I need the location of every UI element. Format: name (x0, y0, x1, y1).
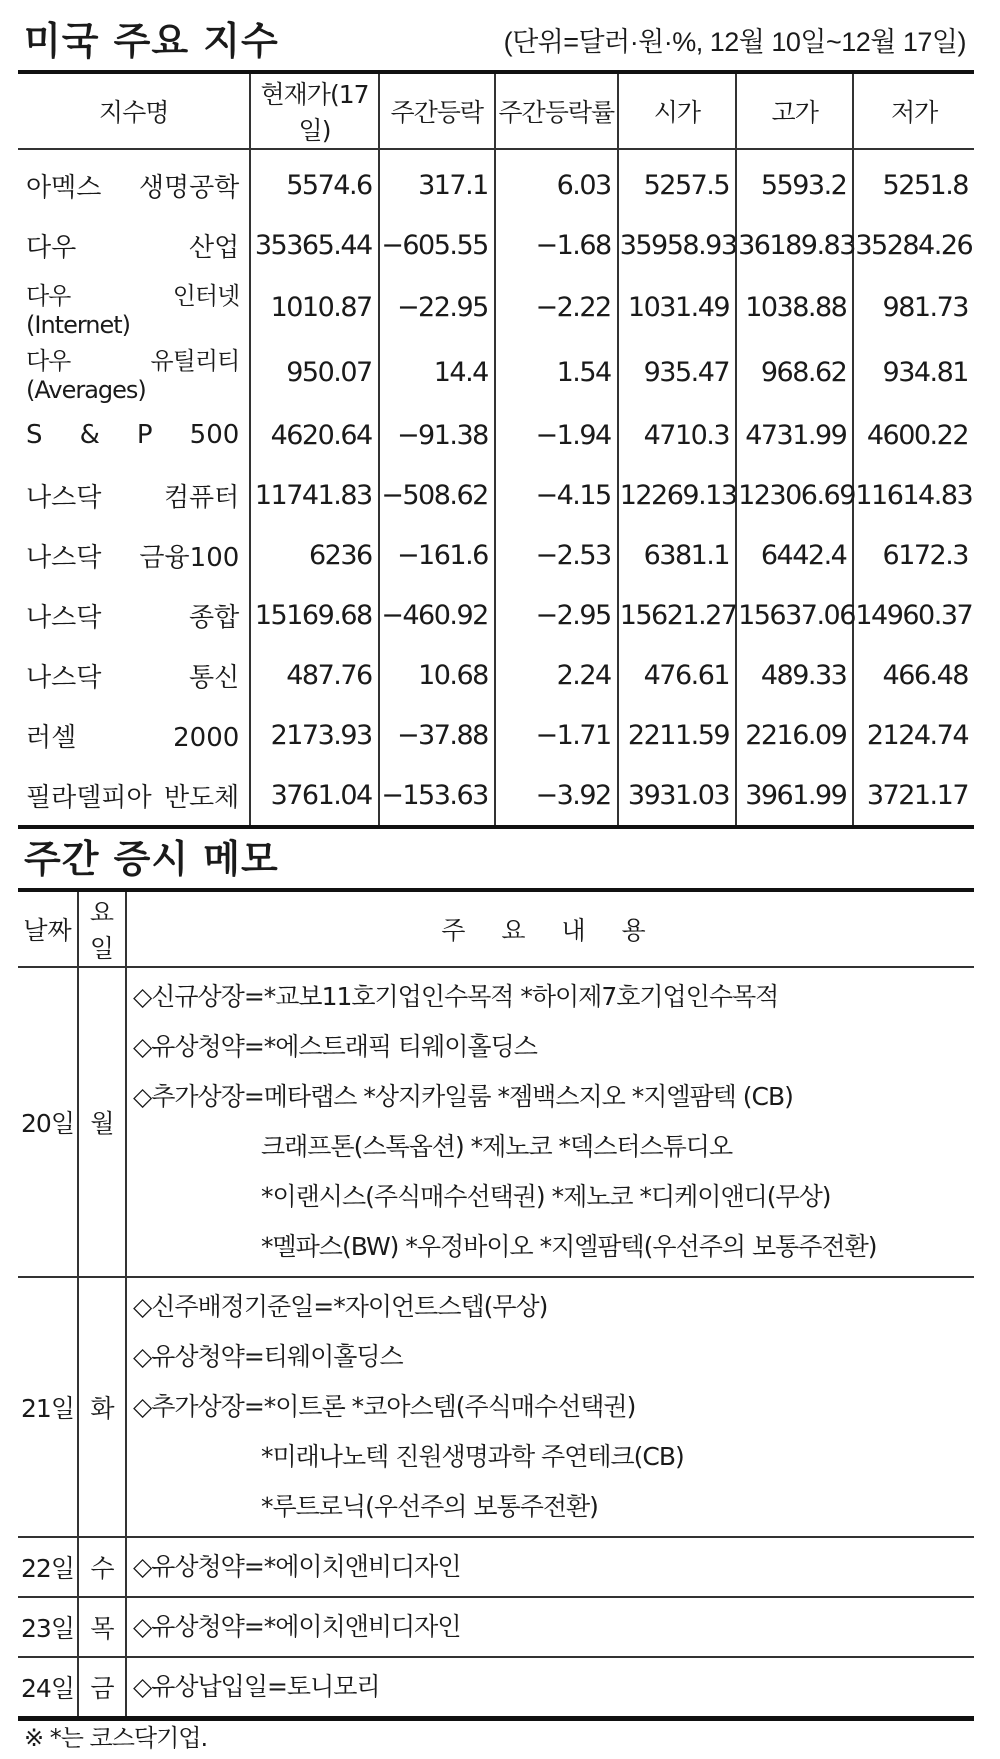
cell-low: 2124.74 (853, 705, 974, 765)
cell-open: 3931.03 (618, 765, 736, 827)
col-header-current: 현재가(17일) (250, 72, 378, 149)
weekly-market-memo-table (18, 888, 974, 1721)
memo-day-of-week: 금 (78, 1657, 126, 1719)
memo-line: ◇유상납입일=토니모리 (133, 1672, 380, 1701)
col-header-high: 고가 (736, 72, 853, 149)
cell-open: 35958.93 (618, 215, 736, 275)
index-name: 나스닥 종합 (26, 602, 240, 633)
col-header-day: 요일 (78, 890, 126, 967)
cell-open: 5257.5 (618, 149, 736, 215)
memo-date: 24일 (18, 1657, 78, 1719)
index-name: 러셀 2000 (26, 722, 240, 753)
col-header-open: 시가 (618, 72, 736, 149)
memo-line: ◇유상청약=*에스트래픽 티웨이홀딩스 (133, 1032, 537, 1061)
table-row (18, 465, 974, 525)
table-row (18, 1597, 974, 1657)
cell-low: 3721.17 (853, 765, 974, 827)
table-row (18, 1657, 974, 1719)
cell-weekly-change-pct: −1.94 (495, 405, 618, 465)
cell-open: 6381.1 (618, 525, 736, 585)
memo-line: ◇신주배정기준일=*자이언트스텝(무상) (133, 1292, 548, 1321)
memo-line: *루트로닉(우선주의 보통주전환) (261, 1492, 598, 1521)
memo-content (126, 967, 974, 1277)
cell-weekly-change: −161.6 (379, 525, 495, 585)
memo-line: *이랜시스(주식매수선택권) *제노코 *디케이앤디(무상) (261, 1182, 831, 1211)
cell-weekly-change-pct: 1.54 (495, 340, 618, 405)
table-row (18, 275, 974, 340)
index-name: 나스닥 금융100 (26, 542, 240, 573)
table-row (18, 967, 974, 1277)
memo-content (126, 1277, 974, 1537)
cell-weekly-change: −153.63 (379, 765, 495, 827)
memo-line: ◇신규상장=*교보11호기업인수목적 *하이제7호기업인수목적 (133, 982, 779, 1011)
table-row (18, 405, 974, 465)
table-row (18, 149, 974, 215)
cell-current: 1010.87 (250, 275, 378, 340)
cell-current: 4620.64 (250, 405, 378, 465)
memo-line: *미래나노텍 진원생명과학 주연테크(CB) (261, 1442, 684, 1471)
cell-high: 2216.09 (736, 705, 853, 765)
memo-content (126, 1597, 974, 1657)
cell-high: 4731.99 (736, 405, 853, 465)
cell-high: 1038.88 (736, 275, 853, 340)
index-name: 나스닥 컴퓨터 (26, 482, 240, 513)
cell-open: 1031.49 (618, 275, 736, 340)
cell-weekly-change: −508.62 (379, 465, 495, 525)
col-header-weekly-change-pct: 주간등락률 (495, 72, 618, 149)
memo-date: 21일 (18, 1277, 78, 1537)
cell-low: 14960.37 (853, 585, 974, 645)
cell-high: 36189.83 (736, 215, 853, 275)
cell-low: 4600.22 (853, 405, 974, 465)
cell-current: 3761.04 (250, 765, 378, 827)
unit-note: (단위=달러·원·%, 12월 10일~12월 17일) (503, 27, 966, 57)
index-name: 아멕스 생명공학 (26, 172, 240, 203)
index-name: 다우 인터넷(Internet) (26, 282, 240, 339)
indices-section-title: 미국 주요 지수 (24, 19, 279, 63)
cell-weekly-change-pct: −4.15 (495, 465, 618, 525)
us-indices-table (18, 70, 974, 829)
cell-open: 476.61 (618, 645, 736, 705)
cell-low: 466.48 (853, 645, 974, 705)
cell-weekly-change-pct: 2.24 (495, 645, 618, 705)
cell-weekly-change: −460.92 (379, 585, 495, 645)
cell-weekly-change: 14.4 (379, 340, 495, 405)
cell-weekly-change: 317.1 (379, 149, 495, 215)
cell-high: 3961.99 (736, 765, 853, 827)
cell-low: 934.81 (853, 340, 974, 405)
memo-section-title: 주간 증시 메모 (24, 837, 279, 881)
memo-date: 22일 (18, 1537, 78, 1597)
memo-day-of-week: 화 (78, 1277, 126, 1537)
cell-weekly-change: −37.88 (379, 705, 495, 765)
table-row (18, 525, 974, 585)
cell-low: 35284.26 (853, 215, 974, 275)
cell-current: 950.07 (250, 340, 378, 405)
cell-high: 968.62 (736, 340, 853, 405)
table-row (18, 1537, 974, 1597)
cell-weekly-change-pct: 6.03 (495, 149, 618, 215)
cell-current: 11741.83 (250, 465, 378, 525)
table-row (18, 705, 974, 765)
cell-current: 15169.68 (250, 585, 378, 645)
memo-day-of-week: 목 (78, 1597, 126, 1657)
memo-line: ◇유상청약=티웨이홀딩스 (133, 1342, 403, 1371)
cell-weekly-change-pct: −3.92 (495, 765, 618, 827)
cell-current: 6236 (250, 525, 378, 585)
cell-weekly-change: −605.55 (379, 215, 495, 275)
cell-weekly-change: 10.68 (379, 645, 495, 705)
memo-day-of-week: 월 (78, 967, 126, 1277)
memo-line: 크래프톤(스톡옵션) *제노코 *덱스터스튜디오 (261, 1132, 733, 1161)
table-row (18, 645, 974, 705)
col-header-index-name: 지수명 (18, 72, 250, 149)
cell-current: 2173.93 (250, 705, 378, 765)
memo-day-of-week: 수 (78, 1537, 126, 1597)
cell-low: 981.73 (853, 275, 974, 340)
table-row (18, 1277, 974, 1537)
cell-open: 4710.3 (618, 405, 736, 465)
cell-weekly-change-pct: −1.68 (495, 215, 618, 275)
cell-high: 489.33 (736, 645, 853, 705)
cell-current: 487.76 (250, 645, 378, 705)
table-header-row (18, 72, 974, 149)
cell-high: 6442.4 (736, 525, 853, 585)
cell-weekly-change-pct: −1.71 (495, 705, 618, 765)
index-name: 다우 유틸리티(Averages) (26, 347, 240, 404)
cell-open: 12269.13 (618, 465, 736, 525)
cell-high: 12306.69 (736, 465, 853, 525)
memo-line: ◇유상청약=*에이치앤비디자인 (133, 1552, 461, 1581)
index-name: S & P 500 (26, 420, 240, 450)
cell-open: 935.47 (618, 340, 736, 405)
cell-open: 15621.27 (618, 585, 736, 645)
index-name: 필라델피아 반도체 (26, 782, 240, 813)
memo-line: ◇추가상장=*이트론 *코아스템(주식매수선택권) (133, 1392, 636, 1421)
memo-date: 20일 (21, 1109, 74, 1138)
table-row (18, 215, 974, 275)
col-header-date: 날짜 (18, 890, 78, 967)
cell-weekly-change-pct: −2.22 (495, 275, 618, 340)
cell-low: 5251.8 (853, 149, 974, 215)
index-name: 나스닥 통신 (26, 662, 240, 693)
cell-weekly-change-pct: −2.53 (495, 525, 618, 585)
cell-weekly-change: −91.38 (379, 405, 495, 465)
memo-line: ◇추가상장=메타랩스 *상지카일룸 *젬백스지오 *지엘팜텍 (CB) (133, 1082, 793, 1111)
col-header-low: 저가 (853, 72, 974, 149)
memo-date: 23일 (18, 1597, 78, 1657)
cell-weekly-change: −22.95 (379, 275, 495, 340)
cell-high: 15637.06 (736, 585, 853, 645)
memo-line: *멜파스(BW) *우정바이오 *지엘팜텍(우선주의 보통주전환) (261, 1232, 877, 1261)
cell-low: 6172.3 (853, 525, 974, 585)
cell-low: 11614.83 (853, 465, 974, 525)
cell-current: 5574.6 (250, 149, 378, 215)
table-row (18, 340, 974, 405)
kosdaq-footnote: ※ *는 코스닥기업. (24, 1724, 208, 1752)
cell-weekly-change-pct: −2.95 (495, 585, 618, 645)
col-header-weekly-change: 주간등락 (379, 72, 495, 149)
memo-content (126, 1537, 974, 1597)
memo-line: ◇유상청약=*에이치앤비디자인 (133, 1612, 461, 1641)
memo-content (126, 1657, 974, 1719)
cell-current: 35365.44 (250, 215, 378, 275)
col-header-content: 주 요 내 용 (126, 890, 974, 967)
cell-open: 2211.59 (618, 705, 736, 765)
index-name: 다우 산업 (26, 232, 240, 263)
table-row (18, 765, 974, 827)
table-header-row (18, 890, 974, 967)
table-row (18, 585, 974, 645)
cell-high: 5593.2 (736, 149, 853, 215)
